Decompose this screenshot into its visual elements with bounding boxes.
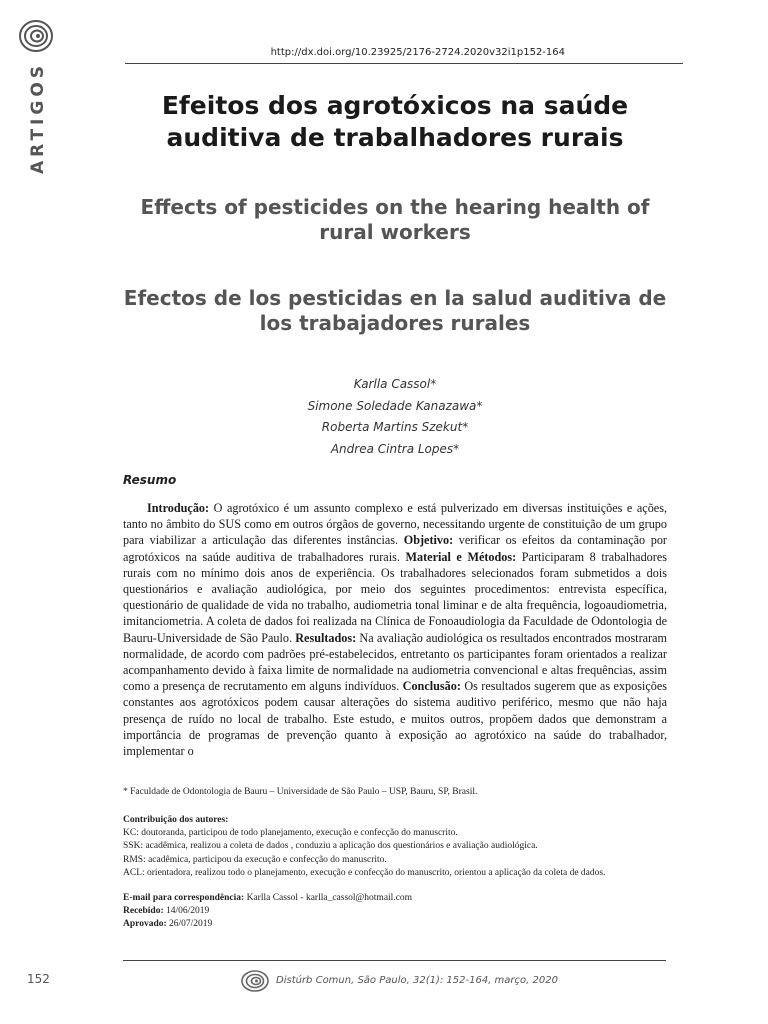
email-value[interactable]: Karlla Cassol - karlla_cassol@hotmail.com xyxy=(244,893,413,903)
objective-label: Objetivo: xyxy=(403,533,454,548)
bottom-divider xyxy=(123,960,666,961)
spiral-logo-icon xyxy=(240,969,270,993)
abstract-body xyxy=(123,500,667,766)
contribution-line: RMS: acadêmica, participou da execução e confecção do manuscrito. xyxy=(123,854,387,865)
author-name: Roberta Martins Szekut* xyxy=(321,420,469,434)
author-name: Karlla Cassol* xyxy=(353,377,437,391)
section-label: ARTIGOS xyxy=(28,61,48,175)
approved-date: 26/07/2019 xyxy=(166,919,213,929)
intro-label: Introdução: xyxy=(147,501,210,515)
spiral-logo-icon xyxy=(18,18,54,54)
author-list xyxy=(110,374,680,460)
author-name: Andrea Cintra Lopes* xyxy=(330,441,460,456)
results-label: Resultados: xyxy=(295,630,357,645)
results-text: Na avaliação audiológica os resultados encontrados mostraram normalidade, de acordo com padrões pré-estabelecidos, entretanto os participantes foram orientados a realizar acompanhamento devido à faixa limite de normalidade na audiometria convencional e altas frequências, assim como a presença de recrutamento em alguns indivíduos. xyxy=(123,630,667,694)
methods-label: Material e Métodos: xyxy=(405,549,517,564)
methods-text: Participaram 8 trabalhadores rurais com no mínimo dois anos de experiência. Os trabalhadores selecionados foram submetidos a dois questionários e avaliação audiológica, por meio dos seguintes procedimentos: entrevista específica, questionário de qualidade de vida no trabalho, audiometria tonal liminar e de alta frequência, logoaudiometria, imitanciometria. A coleta de dados foi realizada na Clínica de Fonoaudiologia da Faculdade de Odontologia de Bauru-Universidade de São Paulo. xyxy=(123,549,667,645)
title-portuguese: Efeitos dos agrotóxicos na saúde auditiva de trabalhadores rurais xyxy=(161,91,629,152)
affiliation-footnote: * Faculdade de Odontologia de Bauru – Universidade de São Paulo – USP, Bauru, SP, Brasil. xyxy=(123,787,478,797)
approved-label: Aprovado: xyxy=(123,919,167,929)
contribution-line: KC: doutoranda, participou de todo planejamento, execução e confecção do manuscrito. xyxy=(123,828,458,839)
conclusion-text: Os resultados sugerem que as exposições constantes aos agrotóxicos podem causar alterações do sistema auditivo periférico, mesmo que não haja presença de ruído no local de trabalho. Este estudo, e muitos outros, propõem dados que demonstram a importância de programas de prevenção quanto à exposição ao agrotóxico na saúde do trabalhador, implementar o xyxy=(123,679,667,759)
abstract-heading: Resumo xyxy=(123,473,177,487)
received-label: Recebido: xyxy=(123,906,164,916)
received-date: 14/06/2019 xyxy=(163,906,210,916)
journal-citation: Distúrb Comun, São Paulo, 32(1): 152-164, março, 2020 xyxy=(276,975,558,986)
intro-text: O agrotóxico é um assunto complexo e está pulverizado em diversas instituições e ações, tanto no âmbito do SUS como em outros órgãos de governo, necessitando urgente de constituição de um grupo para viabilizar a articulação das diferentes instâncias. xyxy=(123,501,667,548)
author-contributions xyxy=(123,814,668,880)
top-divider xyxy=(125,63,683,64)
doi-link[interactable]: http://dx.doi.org/10.23925/2176-2724.2020v32i1p152-164 xyxy=(270,47,565,58)
contributions-heading: Contribuição dos autores: xyxy=(123,815,229,825)
contribution-line: SSK: acadêmica, realizou a coleta de dados , conduziu a aplicação dos questionários e avaliação audiológica. xyxy=(123,841,538,852)
objective-text: verificar os efeitos da contaminação por agrotóxicos na saúde auditiva de trabalhadores rurais. xyxy=(123,533,667,564)
title-spanish: Efectos de los pesticidas en la salud auditiva de los trabajadores rurales xyxy=(123,286,667,335)
correspondence-block xyxy=(123,892,668,931)
email-label: E-mail para correspondência: xyxy=(123,893,245,903)
page-number: 152 xyxy=(27,972,50,986)
contribution-line: ACL: orientadora, realizou todo o planejamento, execução e confecção do manuscrito, orientou a aplicação da coleta de dados. xyxy=(123,867,606,878)
title-english: Effects of pesticides on the hearing health of rural workers xyxy=(140,195,650,244)
author-name: Simone Soledade Kanazawa* xyxy=(307,398,483,413)
conclusion-label: Conclusão: xyxy=(402,679,461,694)
